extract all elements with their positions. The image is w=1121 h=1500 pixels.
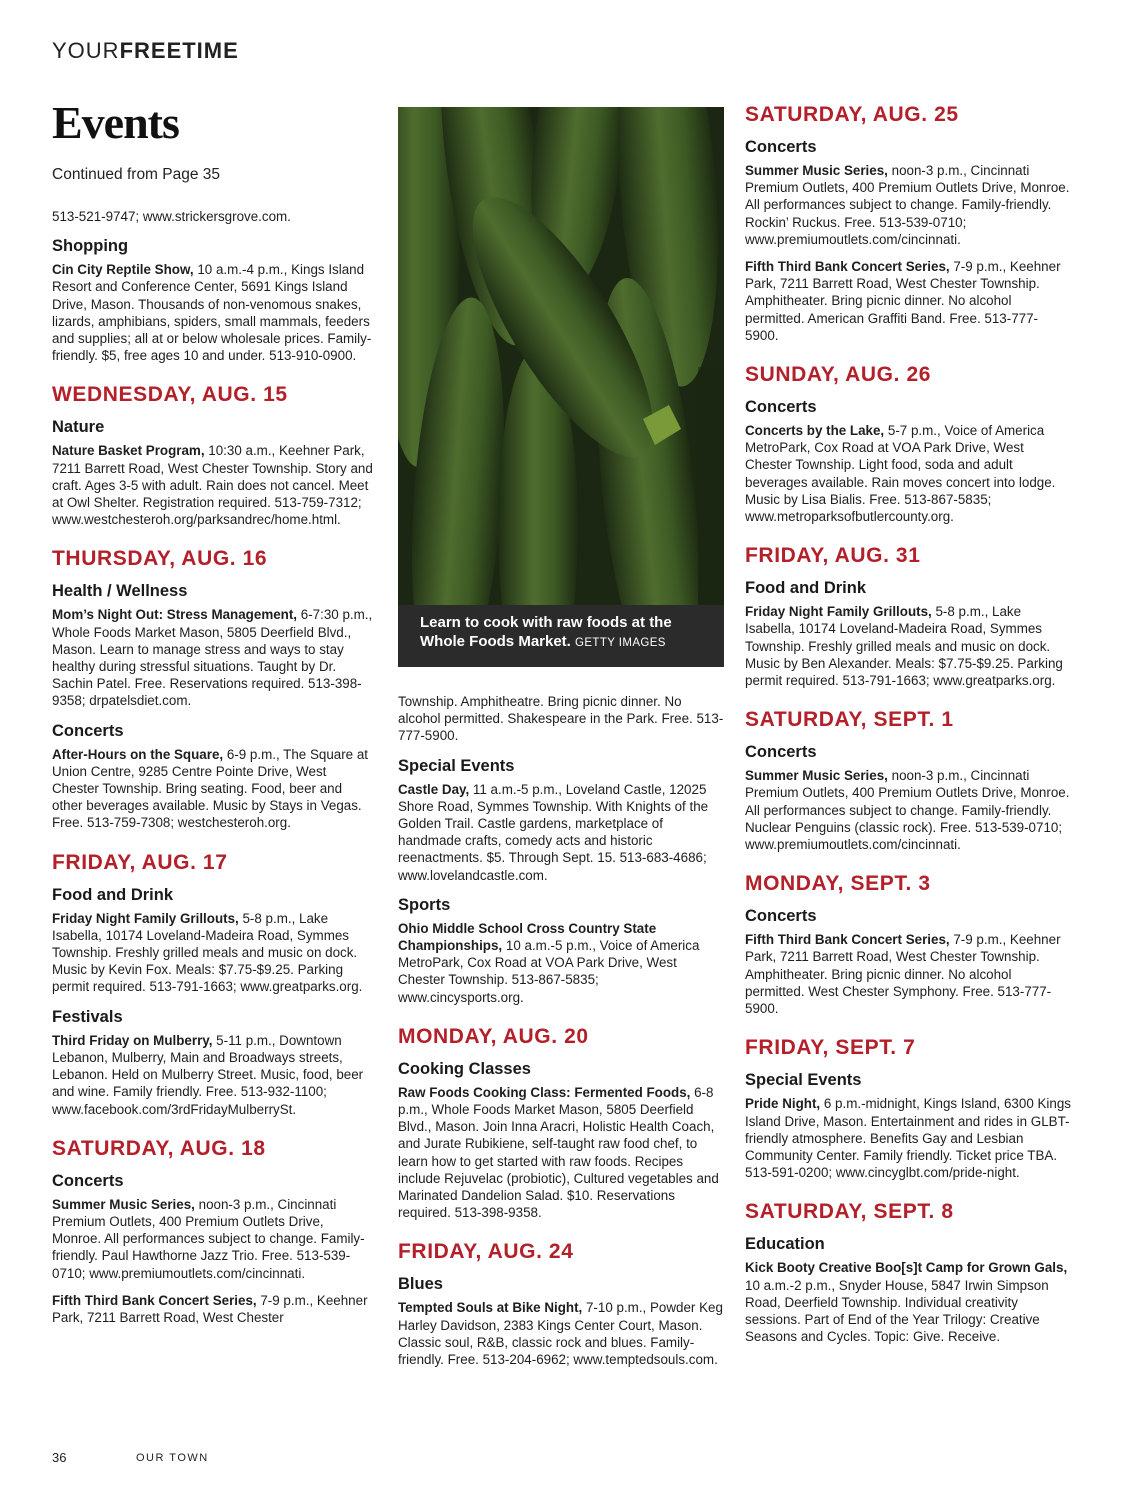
event-listing [398, 1084, 724, 1222]
publication-name: OUR TOWN [136, 1452, 209, 1464]
category-heading: Festivals [52, 1007, 123, 1026]
event-details: 6 p.m.-midnight, Kings Island, 6300 Kings Island Drive, Mason. Entertainment and rides in GLBT-friendly atmosphere. Benefits Gay and Lesbian Community Center. Family friendly. Ticket price TBA. 513-591-0200; www.cincyglbt.com/pride-night. [745, 1096, 1071, 1181]
event-name: Summer Music Series, [52, 1196, 195, 1212]
event-details: 10:30 a.m., Keehner Park, 7211 Barrett Road, West Chester Township. Story and craft. Ages 3-5 with adult. Rain does not cancel. Meet at Owl Shelter. Registration required. 513-759-7312; www.westchesteroh.org/parksandrec/home.html. [52, 443, 373, 528]
zucchini-photo [398, 107, 724, 605]
event-name: Raw Foods Cooking Class: Fermented Foods, [398, 1084, 691, 1100]
column-1 [52, 208, 376, 1336]
event-listing [398, 920, 724, 1006]
category-heading: Food and Drink [52, 885, 173, 904]
day-heading: FRIDAY, AUG. 24 [398, 1240, 574, 1264]
event-listing [52, 261, 376, 364]
event-listing [52, 442, 376, 528]
event-listing [745, 767, 1071, 853]
category-heading: Cooking Classes [398, 1059, 531, 1078]
event-name: Pride Night, [745, 1096, 821, 1112]
caption-text: Learn to cook with raw foods at the Whole Foods Market. [420, 614, 672, 650]
event-listing [52, 746, 376, 832]
day-heading: MONDAY, AUG. 20 [398, 1024, 589, 1048]
event-listing [745, 1259, 1071, 1345]
event-details: noon-3 p.m., Cincinnati Premium Outlets, 400 Premium Outlets Drive, Monroe. All performances subject to change. Family-friendly. Paul Hawthorne Jazz Trio. Free. 513-539-0710; www.premiumoutlets.com/cincinnati. [52, 1196, 365, 1281]
spacer [745, 1027, 1071, 1035]
event-listing [52, 1196, 376, 1282]
day-heading: SATURDAY, AUG. 25 [745, 103, 959, 126]
category-heading: Concerts [52, 721, 124, 740]
spacer [745, 699, 1071, 707]
category-heading: Special Events [745, 1071, 862, 1090]
category-heading: Concerts [745, 398, 817, 417]
category-heading: Shopping [52, 237, 129, 256]
photo-credit: GETTY IMAGES [575, 637, 666, 649]
zucchini-illustration [398, 107, 724, 605]
event-details: 10 a.m.-5 p.m., Voice of America MetroPark, Cox Road at VOA Park Drive, West Chester Township. 513-867-5835; www.cincysports.org. [398, 938, 700, 1005]
event-listing [745, 422, 1071, 525]
category-heading: Education [745, 1235, 825, 1254]
event-listing [52, 1292, 376, 1326]
event-name: Summer Music Series, [745, 768, 888, 784]
page-title: Events [52, 97, 179, 148]
photo-caption [398, 605, 724, 667]
event-name: Fifth Third Bank Concert Series, [52, 1292, 257, 1308]
event-listing [398, 1299, 724, 1368]
category-heading: Concerts [52, 1171, 124, 1190]
spacer [52, 538, 376, 546]
event-details: 11 a.m.-5 p.m., Loveland Castle, 12025 Shore Road, Symmes Township. With Knights of the Golden Trail. Castle gardens, marketplace of handmade crafts, comedy acts and historic reenactments. $5. Through Sept. 15. 513-683-4686; www.lovelandcastle.com. [398, 781, 709, 883]
event-listing [745, 1095, 1071, 1181]
day-heading: SATURDAY, AUG. 18 [52, 1136, 266, 1160]
event-name: Fifth Third Bank Concert Series, [745, 932, 950, 948]
spacer [745, 354, 1071, 362]
event-listing [745, 258, 1071, 344]
event-name: Cin City Reptile Show, [52, 262, 194, 278]
spacer [52, 1128, 376, 1136]
page-number: 36 [52, 1450, 67, 1465]
event-name: Friday Night Family Grillouts, [745, 604, 932, 620]
event-name: Castle Day, [398, 781, 470, 797]
masthead-your: YOUR [52, 38, 120, 63]
event-details: noon-3 p.m., Cincinnati Premium Outlets, 400 Premium Outlets Drive, Monroe. All performances subject to change. Family-friendly. Nuclear Penguins (classic rock). Free. 513-539-0710; www.premiumoutlets.com/cincinnati. [745, 768, 1070, 853]
event-details: noon-3 p.m., Cincinnati Premium Outlets, 400 Premium Outlets Drive, Monroe. All performances subject to change. Family-friendly. Rockin’ Ruckus. Free. 513-539-0710; www.premiumoutlets.com/cincinnati. [745, 163, 1070, 247]
spacer [52, 374, 376, 382]
event-details: 7-9 p.m., Keehner Park, 7211 Barrett Road, West Chester Township. Amphitheater. Bring picnic dinner. No alcohol permitted. American Graffiti Band. Free. 513-777-5900. [745, 259, 1061, 343]
masthead-freetime: FREETIME [119, 38, 239, 63]
category-heading: Health / Wellness [52, 582, 188, 601]
day-heading: WEDNESDAY, AUG. 15 [52, 383, 288, 407]
day-heading: SATURDAY, SEPT. 8 [745, 1200, 954, 1224]
spacer [745, 535, 1071, 543]
category-heading: Concerts [745, 907, 817, 926]
spacer [398, 1016, 724, 1024]
event-name: Mom’s Night Out: Stress Management, [52, 607, 298, 623]
event-name: Concerts by the Lake, [745, 423, 885, 439]
category-heading: Special Events [398, 756, 515, 775]
day-heading: THURSDAY, AUG. 16 [52, 547, 268, 571]
day-heading: SUNDAY, AUG. 26 [745, 363, 932, 387]
event-name: After-Hours on the Square, [52, 746, 224, 762]
section-masthead [52, 38, 239, 64]
spacer [745, 863, 1071, 871]
category-heading: Concerts [745, 138, 817, 156]
continued-note: Continued from Page 35 [52, 166, 221, 183]
spacer [745, 1191, 1071, 1199]
event-listing [52, 1032, 376, 1118]
day-heading: FRIDAY, SEPT. 7 [745, 1036, 916, 1060]
spacer [398, 1231, 724, 1239]
event-name: Nature Basket Program, [52, 443, 205, 459]
category-heading: Blues [398, 1275, 443, 1294]
event-details: 7-9 p.m., Keehner Park, 7211 Barrett Road, West Chester [52, 1292, 368, 1325]
event-details: 10 a.m.-2 p.m., Snyder House, 5847 Irwin Simpson Road, Deerfield Township. Individual creativity sessions. Part of End of the Year Trilogy: Creative Seasons and Cycles. Topic: Give. Receive. [745, 1277, 1049, 1345]
category-heading: Sports [398, 895, 451, 914]
event-listing [398, 781, 724, 884]
event-details: 5-8 p.m., Lake Isabella, 10174 Loveland-Madeira Road, Symmes Township. Freshly grilled meals and music on dock. Music by Kevin Fox. Meals: $7.75-$9.25. Parking permit required. 513-791-1663; www.greatparks.org. [52, 910, 363, 995]
continued-event-text: 513-521-9747; www.strickersgrove.com. [52, 209, 291, 224]
event-details: 5-11 p.m., Downtown Lebanon, Mulberry, Main and Broadways streets, Lebanon. Held on Mulberry Street. Music, food, beer and wine. Family friendly. Free. 513-932-1100; www.facebook.com/3rdFridayMulberrySt. [52, 1032, 364, 1117]
event-name: Ohio Middle School Cross Country State Championships, [398, 920, 657, 954]
event-listing [52, 606, 376, 709]
column-3 [745, 102, 1071, 1355]
event-details: 6-8 p.m., Whole Foods Market Mason, 5805 Deerfield Blvd., Mason. Join Inna Aracri, Holistic Health Coach, and Jurate Rubikiene, self-taught raw food chef, to learn how to get started with raw foods. Recipes include Rejuvelac (probiotic), Cultured vegetables and Marinated Dandelion Salad. $10. Reservations required. 513-398-9358. [398, 1084, 719, 1221]
event-details: 7-10 p.m., Powder Keg Harley Davidson, 2383 Kings Center Court, Mason. Classic soul, R&B, classic rock and blues. Family-friendly. Free. 513-204-6962; www.temptedsouls.com. [398, 1300, 723, 1368]
event-details: 10 a.m.-4 p.m., Kings Island Resort and Conference Center, 5691 Kings Island Drive, Mason. Thousands of non-venomous snakes, lizards, amphibians, spiders, small mammals, feeders and supplies; all at or below wholesale prices. Family-friendly. $5, free ages 10 and under. 513-910-0900. [52, 262, 372, 364]
event-details: 6-9 p.m., The Square at Union Centre, 9285 Centre Pointe Drive, West Chester Township. Bring seating. Food, beer and other beverages available. Music by Stays in Vegas. Free. 513-759-7308; westchesteroh.org. [52, 746, 369, 831]
event-details: 5-8 p.m., Lake Isabella, 10174 Loveland-Madeira Road, Symmes Township. Freshly grilled meals and music on dock. Music by Ben Alexander. Meals: $7.75-$9.25. Parking permit required. 513-791-1663; www.greatparks.org. [745, 604, 1063, 689]
day-heading: MONDAY, SEPT. 3 [745, 872, 931, 896]
category-heading: Nature [52, 418, 105, 437]
event-listing [745, 162, 1071, 248]
continued-event-text: Township. Amphitheatre. Bring picnic dinner. No alcohol permitted. Shakespeare in the Park. Free. 513-777-5900. [398, 694, 724, 744]
day-heading: SATURDAY, SEPT. 1 [745, 708, 954, 732]
event-name: Third Friday on Mulberry, [52, 1032, 213, 1048]
day-heading: FRIDAY, AUG. 31 [745, 544, 921, 568]
event-name: Summer Music Series, [745, 163, 888, 178]
column-2 [398, 693, 724, 1378]
event-name: Friday Night Family Grillouts, [52, 910, 239, 926]
event-listing [745, 931, 1071, 1017]
category-heading: Concerts [745, 743, 817, 762]
event-name: Tempted Souls at Bike Night, [398, 1300, 583, 1316]
event-name: Fifth Third Bank Concert Series, [745, 259, 950, 275]
event-details: 6-7:30 p.m., Whole Foods Market Mason, 5805 Deerfield Blvd., Mason. Learn to manage stress and ways to stay healthy during stressful situations. Taught by Dr. Sachin Patel. Free. Reservations required. 513-398-9358; drpatelsdiet.com. [52, 607, 373, 709]
event-name: Kick Booty Creative Boo[s]t Camp for Grown Gals, [745, 1260, 1068, 1276]
day-heading: FRIDAY, AUG. 17 [52, 850, 228, 874]
event-details: 5-7 p.m., Voice of America MetroPark, Cox Road at VOA Park Drive, West Chester Township. Light food, soda and adult beverages available. Rain moves concert into lodge. Music by Lisa Bialis. Free. 513-867-5835; www.metroparksofbutlercounty.org. [745, 423, 1056, 525]
event-listing [52, 910, 376, 996]
event-listing [745, 603, 1071, 689]
event-details: 7-9 p.m., Keehner Park, 7211 Barrett Road, West Chester Township. Amphitheater. Bring picnic dinner. No alcohol permitted. West Chester Symphony. Free. 513-777-5900. [745, 932, 1061, 1017]
category-heading: Food and Drink [745, 579, 866, 598]
spacer [52, 842, 376, 850]
